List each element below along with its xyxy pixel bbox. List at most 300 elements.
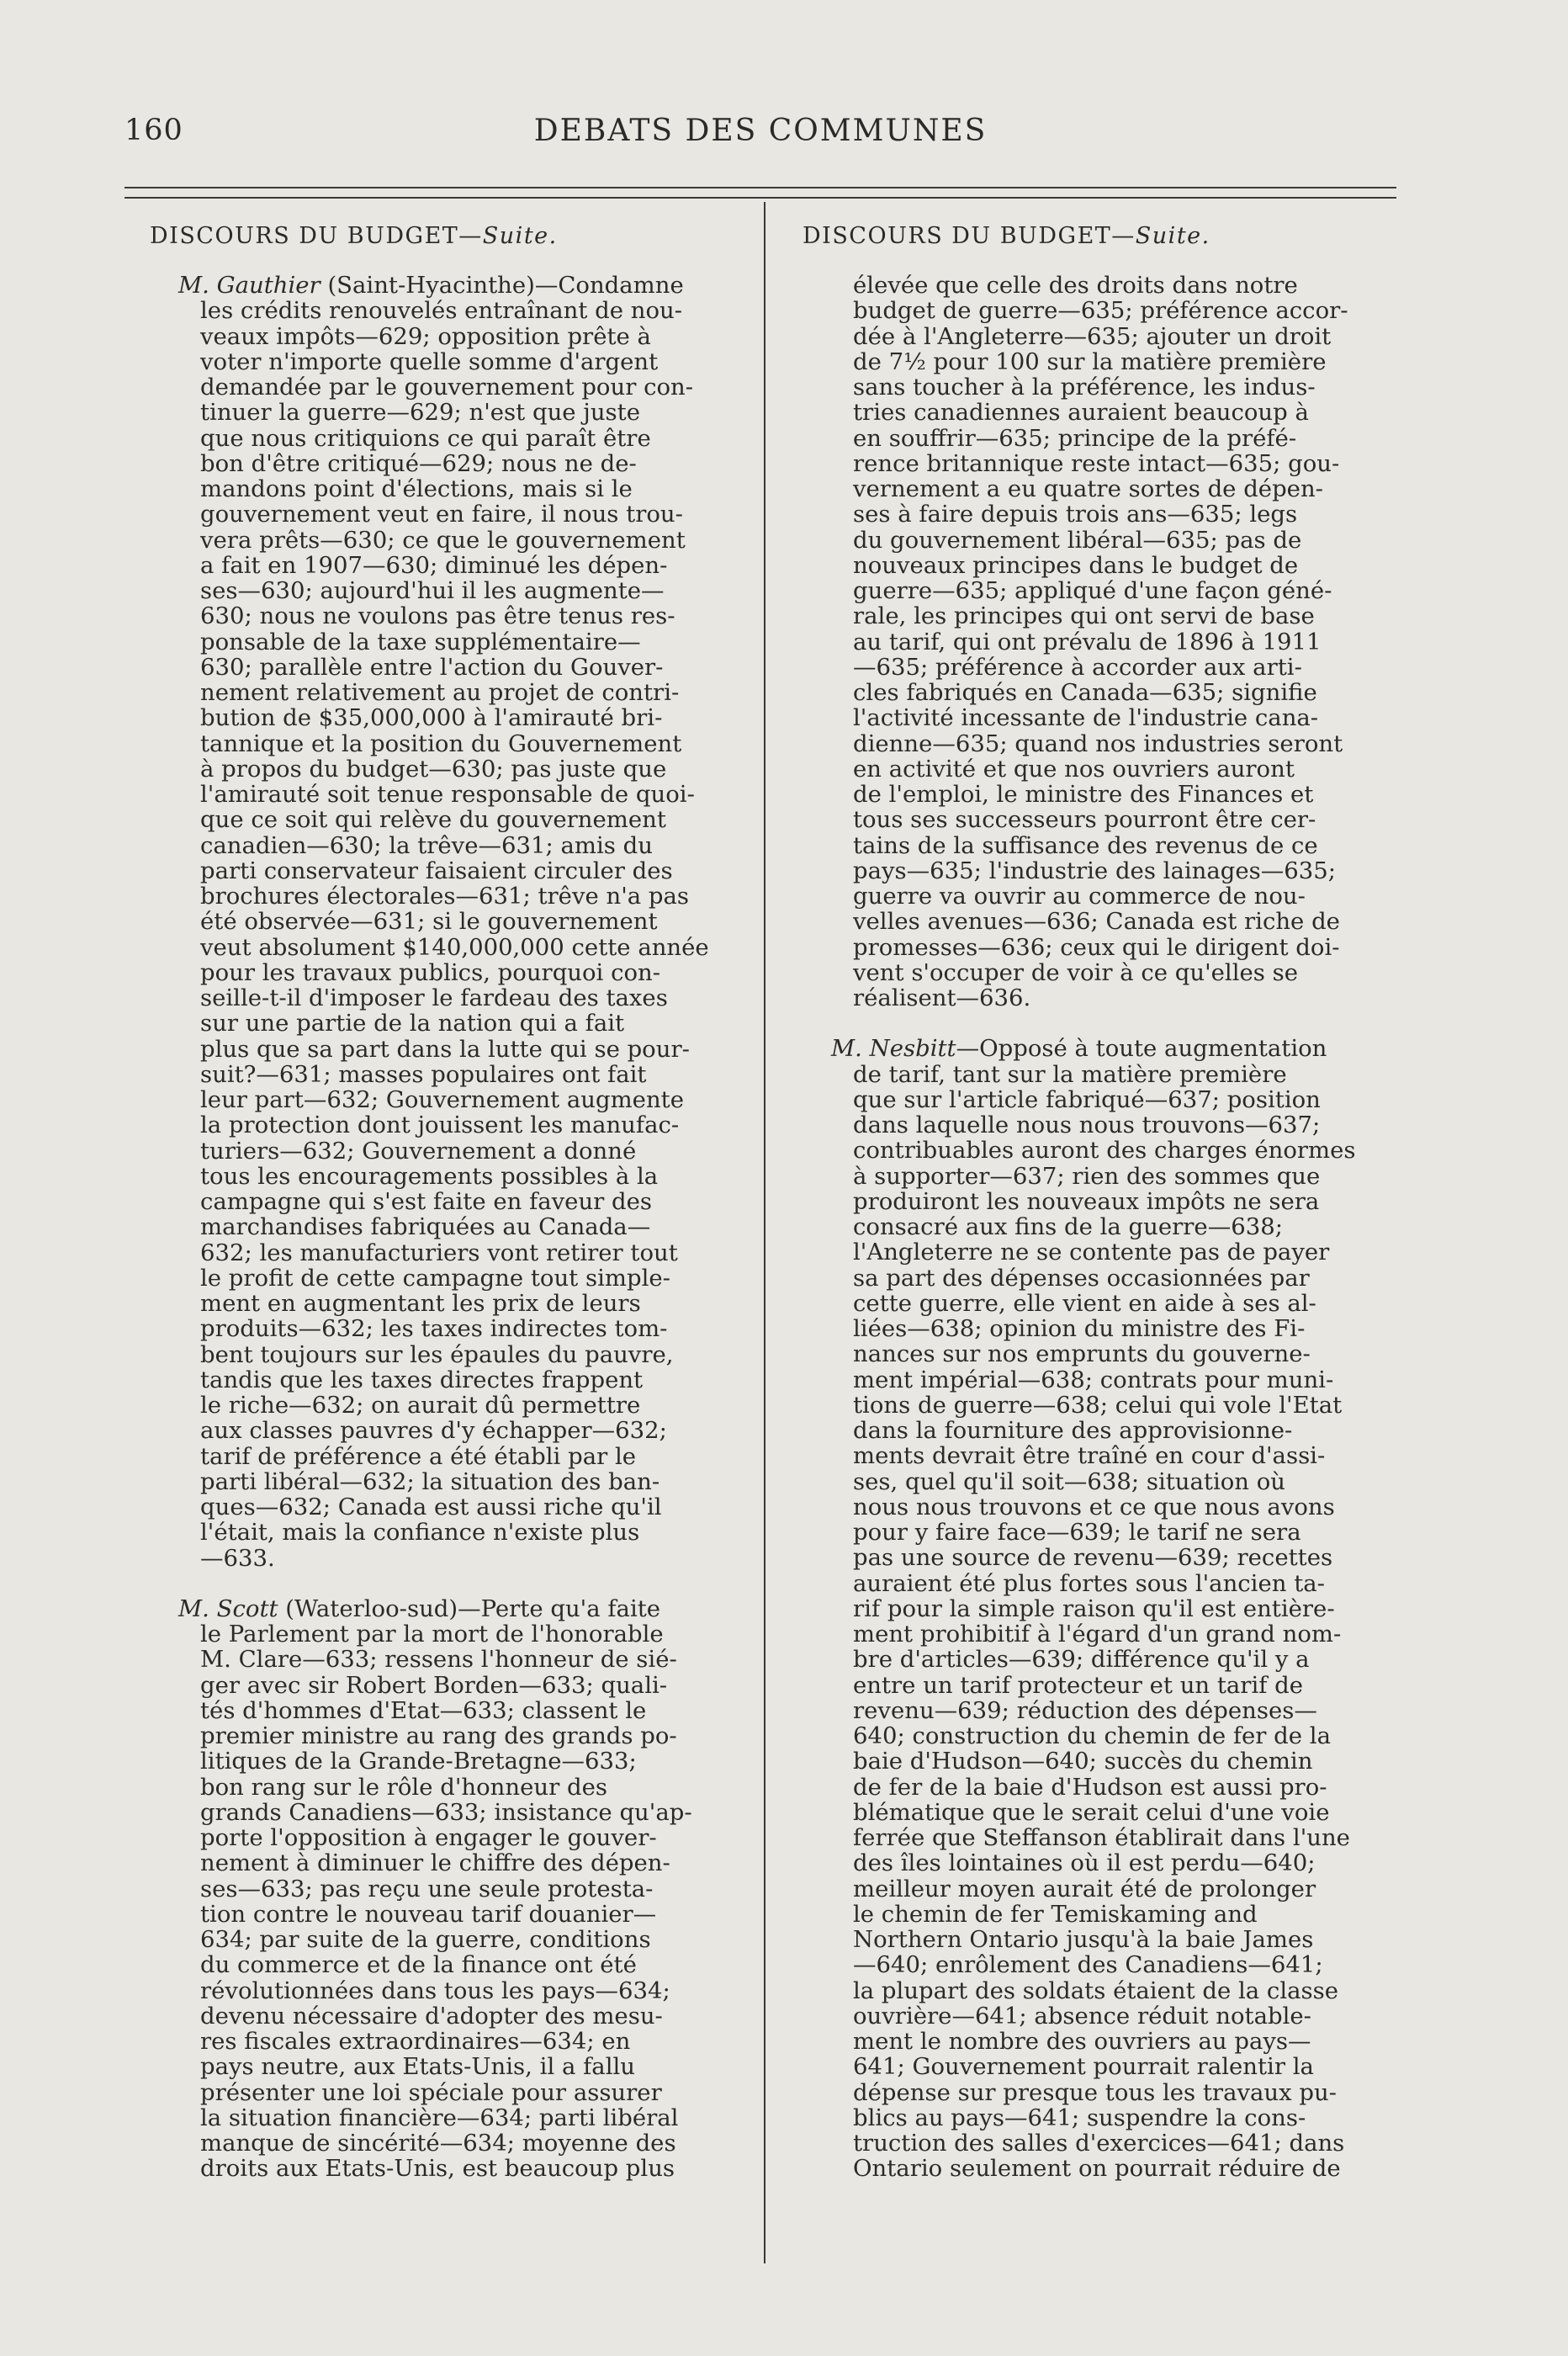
text-line bbox=[801, 1902, 1381, 1927]
line-text: ses—633; pas reçu une seule protesta- bbox=[200, 1875, 654, 1902]
line-text: leur part—632; Gouvernement augmente bbox=[200, 1086, 684, 1113]
line-text: dienne—635; quand nos industries seront bbox=[853, 730, 1343, 757]
text-line bbox=[148, 426, 728, 451]
line-text: à propos du budget—630; pas juste que bbox=[200, 755, 667, 783]
line-text: produiront les nouveaux impôts ne sera bbox=[853, 1187, 1320, 1215]
page-title: DEBATS DES COMMUNES bbox=[533, 114, 988, 148]
line-text: la situation financière—634; parti libéral bbox=[200, 2104, 679, 2131]
text-line bbox=[148, 1723, 728, 1748]
line-text: —635; préférence à accorder aux arti- bbox=[853, 653, 1302, 681]
line-text: 632; les manufacturiers vont retirer tout bbox=[200, 1239, 678, 1266]
text-line bbox=[801, 858, 1381, 884]
line-text: nouveaux principes dans le budget de bbox=[853, 551, 1299, 579]
text-line bbox=[148, 501, 728, 527]
speech-entry bbox=[148, 273, 728, 1571]
line-text: bon rang sur le rôle d'honneur des bbox=[200, 1773, 607, 1801]
line-text: bution de $35,000,000 à l'amirauté bri- bbox=[200, 704, 663, 732]
text-line bbox=[801, 1239, 1381, 1265]
text-line bbox=[801, 985, 1381, 1011]
text-line bbox=[801, 680, 1381, 705]
line-text: tion contre le nouveau tarif douanier— bbox=[200, 1900, 657, 1928]
text-line bbox=[801, 426, 1381, 451]
text-line bbox=[148, 1138, 728, 1164]
line-text: l'activité incessante de l'industrie cana- bbox=[853, 704, 1319, 732]
line-text: tés d'hommes d'Etat—633; classent le bbox=[200, 1696, 647, 1724]
line-text: tinuer la guerre—629; n'est que juste bbox=[200, 399, 640, 427]
text-line bbox=[801, 1494, 1381, 1520]
text-line bbox=[148, 1011, 728, 1036]
header-rule-top bbox=[124, 187, 1396, 188]
text-line bbox=[801, 1673, 1381, 1698]
line-text: du commerce et de la finance ont été bbox=[200, 1951, 637, 1979]
text-line bbox=[801, 324, 1381, 349]
line-text: marchandises fabriquées au Canada— bbox=[200, 1213, 651, 1241]
line-text: ment le nombre des ouvriers au pays— bbox=[853, 2028, 1311, 2055]
text-line bbox=[801, 756, 1381, 782]
text-line bbox=[148, 349, 728, 374]
line-text: budget de guerre—635; préférence accor- bbox=[853, 297, 1348, 325]
speech-entry bbox=[801, 1036, 1381, 2181]
line-text: parti libéral—632; la situation des ban- bbox=[200, 1467, 660, 1495]
line-text: présenter une loi spéciale pour assurer bbox=[200, 2078, 662, 2106]
text-line bbox=[148, 1927, 728, 1952]
line-text: ses—630; aujourd'hui il les augmente— bbox=[200, 577, 665, 604]
text-line bbox=[801, 909, 1381, 934]
text-line bbox=[148, 1494, 728, 1520]
text-line bbox=[801, 2105, 1381, 2130]
line-text: le riche—632; on aurait dû permettre bbox=[200, 1392, 641, 1419]
text-line bbox=[148, 1596, 728, 1621]
line-text: rif pour la simple raison qu'il est entière- bbox=[853, 1595, 1335, 1622]
text-line bbox=[801, 1291, 1381, 1316]
text-line bbox=[148, 1876, 728, 1902]
text-line bbox=[148, 476, 728, 501]
section-title-right bbox=[803, 223, 1381, 249]
text-line bbox=[148, 629, 728, 655]
line-text: suit?—631; masses populaires ont fait bbox=[200, 1060, 647, 1088]
line-text: 640; construction du chemin de fer de la bbox=[853, 1722, 1331, 1749]
line-text: vent s'occuper de voir à ce qu'elles se bbox=[853, 958, 1299, 986]
line-text: bon d'être critiqué—629; nous ne de- bbox=[200, 449, 637, 477]
left-column bbox=[148, 223, 728, 2207]
right-entries bbox=[801, 273, 1381, 2182]
text-line bbox=[801, 833, 1381, 858]
text-line bbox=[801, 629, 1381, 655]
text-line bbox=[801, 1800, 1381, 1825]
text-line bbox=[148, 833, 728, 858]
line-text: droits aux Etats-Unis, est beaucoup plus bbox=[200, 2155, 675, 2183]
text-line bbox=[801, 960, 1381, 985]
text-line bbox=[801, 807, 1381, 832]
text-line bbox=[801, 1723, 1381, 1748]
text-line bbox=[148, 1087, 728, 1112]
line-text: pour y faire face—639; le tarif ne sera bbox=[853, 1519, 1301, 1546]
text-line bbox=[148, 680, 728, 705]
speaker-name: M. Nesbitt bbox=[831, 1035, 956, 1063]
page-number: 160 bbox=[124, 114, 183, 147]
line-text: rence britannique reste intact—635; gou- bbox=[853, 449, 1340, 477]
line-text: ses à faire depuis trois ans—635; legs bbox=[853, 501, 1298, 528]
line-text: ferrée que Steffanson établirait dans l'une bbox=[853, 1824, 1350, 1851]
line-text: guerre—635; appliqué d'une façon géné- bbox=[853, 577, 1332, 604]
line-text: que sur l'article fabriqué—637; position bbox=[853, 1085, 1321, 1113]
line-text: dans laquelle nous nous trouvons—637; bbox=[853, 1112, 1321, 1138]
line-text: nement à diminuer le chiffre des dépen- bbox=[200, 1849, 670, 1877]
line-text: été observée—631; si le gouvernement bbox=[200, 908, 658, 936]
line-text: veut absolument $140,000,000 cette année bbox=[200, 933, 709, 961]
line-text: nous nous trouvons et ce que nous avons bbox=[853, 1493, 1335, 1520]
line-text: demandée par le gouvernement pour con- bbox=[200, 374, 694, 401]
text-line bbox=[148, 1825, 728, 1850]
text-line bbox=[148, 2029, 728, 2054]
speaker-name: M. Scott bbox=[178, 1595, 278, 1622]
line-text: le chemin de fer Temiskaming and bbox=[853, 1900, 1258, 1928]
line-text: turiers—632; Gouvernement a donné bbox=[200, 1137, 637, 1165]
line-text: cles fabriqués en Canada—635; signifie bbox=[853, 679, 1317, 706]
text-line bbox=[801, 1266, 1381, 1291]
text-line bbox=[148, 578, 728, 603]
line-text: veaux impôts—629; opposition prête à bbox=[200, 322, 651, 350]
line-text: parti conservateur faisaient circuler des bbox=[200, 857, 673, 884]
text-line bbox=[801, 553, 1381, 578]
text-line bbox=[148, 1621, 728, 1647]
text-line bbox=[148, 655, 728, 680]
text-line bbox=[148, 756, 728, 782]
line-text: premier ministre au rang des grands po- bbox=[200, 1722, 677, 1749]
text-line bbox=[801, 1036, 1381, 1061]
page-header bbox=[124, 114, 1396, 156]
text-line bbox=[801, 501, 1381, 527]
text-line bbox=[801, 1418, 1381, 1443]
text-line bbox=[801, 1341, 1381, 1366]
line-text: le profit de cette campagne tout simple- bbox=[200, 1264, 670, 1292]
line-text: produits—632; les taxes indirectes tom- bbox=[200, 1315, 668, 1343]
line-text: brochures électorales—631; trêve n'a pas bbox=[200, 883, 690, 910]
text-line bbox=[148, 1342, 728, 1367]
line-text: devenu nécessaire d'adopter des mesu- bbox=[200, 2002, 663, 2030]
text-line bbox=[148, 1546, 728, 1571]
text-line bbox=[801, 1876, 1381, 1902]
text-line bbox=[148, 1748, 728, 1774]
text-line bbox=[801, 2156, 1381, 2181]
text-line bbox=[148, 1189, 728, 1214]
line-text: dépense sur presque tous les travaux pu- bbox=[853, 2078, 1337, 2106]
text-line bbox=[801, 782, 1381, 807]
text-line bbox=[148, 782, 728, 807]
line-text: ment prohibitif à l'égard d'un grand nom- bbox=[853, 1621, 1342, 1648]
section-title-suffix: Suite. bbox=[482, 223, 558, 249]
text-line bbox=[148, 528, 728, 553]
line-text: révolutionnées dans tous les pays—634; bbox=[200, 1977, 670, 2004]
line-text: Northern Ontario jusqu'à la baie James bbox=[853, 1926, 1314, 1953]
text-line bbox=[148, 909, 728, 934]
text-line bbox=[148, 2054, 728, 2079]
right-column bbox=[801, 223, 1381, 2207]
line-text: truction des salles d'exercices—641; dans bbox=[853, 2130, 1345, 2157]
text-line bbox=[148, 985, 728, 1011]
line-text: de fer de la baie d'Hudson est aussi pro- bbox=[853, 1773, 1327, 1801]
text-line bbox=[148, 1978, 728, 2003]
line-text: dée à l'Angleterre—635; ajouter un droit bbox=[853, 322, 1332, 350]
text-line bbox=[148, 1469, 728, 1494]
line-text: cette guerre, elle vient en aide à ses al- bbox=[853, 1289, 1316, 1317]
line-text: ment impérial—638; contrats pour muni- bbox=[853, 1366, 1334, 1393]
speech-entry bbox=[801, 273, 1381, 1011]
text-line bbox=[148, 400, 728, 425]
text-line bbox=[801, 2130, 1381, 2156]
line-text: sur une partie de la nation qui a fait bbox=[200, 1010, 625, 1037]
line-text: des îles lointaines où il est perdu—640; bbox=[853, 1849, 1316, 1877]
line-text: tandis que les taxes directes frappent bbox=[200, 1366, 644, 1393]
text-line bbox=[148, 1444, 728, 1469]
line-text: réalisent—636. bbox=[853, 984, 1031, 1011]
text-line bbox=[148, 935, 728, 960]
text-line bbox=[801, 1775, 1381, 1800]
text-line bbox=[801, 1520, 1381, 1545]
text-line bbox=[148, 1240, 728, 1266]
line-text: plus que sa part dans la lutte qui se pour- bbox=[200, 1035, 690, 1063]
text-line bbox=[148, 1214, 728, 1239]
text-line bbox=[801, 1748, 1381, 1774]
text-line bbox=[148, 884, 728, 909]
line-text: mandons point d'élections, mais si le bbox=[200, 475, 633, 502]
text-line bbox=[801, 1393, 1381, 1418]
text-line bbox=[148, 1062, 728, 1087]
text-line bbox=[801, 1138, 1381, 1163]
line-text: de 7½ pour 100 sur la matière première bbox=[853, 348, 1327, 375]
line-text: res fiscales extraordinaires—634; en bbox=[200, 2028, 631, 2055]
line-text: —633. bbox=[200, 1544, 275, 1572]
text-line bbox=[801, 1367, 1381, 1393]
text-line bbox=[801, 731, 1381, 756]
text-line bbox=[801, 1316, 1381, 1341]
line-text: blics au pays—641; suspendre la cons- bbox=[853, 2104, 1306, 2131]
text-line bbox=[148, 374, 728, 400]
text-line bbox=[801, 1647, 1381, 1672]
text-line bbox=[801, 884, 1381, 909]
line-text: nances sur nos emprunts du gouverne- bbox=[853, 1340, 1311, 1368]
line-text: M. Clare—633; ressens l'honneur de sié- bbox=[200, 1646, 677, 1674]
column-divider bbox=[764, 202, 765, 2263]
text-line bbox=[801, 1571, 1381, 1596]
line-text: bre d'articles—639; différence qu'il y a bbox=[853, 1646, 1310, 1674]
line-text: litiques de la Grande-Bretagne—633; bbox=[200, 1748, 637, 1775]
text-line bbox=[801, 1545, 1381, 1570]
line-text: ses, quel qu'il soit—638; situation où bbox=[853, 1467, 1286, 1495]
line-text: porte l'opposition à engager le gouver- bbox=[200, 1824, 657, 1851]
line-text: ouvrière—641; absence réduit notable- bbox=[853, 2002, 1311, 2030]
line-text: 630; nous ne voulons pas être tenus res- bbox=[200, 602, 675, 630]
text-line bbox=[148, 1952, 728, 1977]
line-text: que ce soit qui relève du gouvernement bbox=[200, 806, 666, 834]
line-text: ment en augmentant les prix de leurs bbox=[200, 1290, 641, 1317]
line-text: pays neutre, aux Etats-Unis, il a fallu bbox=[200, 2053, 635, 2081]
line-text: à supporter—637; rien des sommes que bbox=[853, 1162, 1321, 1190]
line-text: tous les encouragements possibles à la bbox=[200, 1162, 659, 1190]
text-line bbox=[801, 528, 1381, 553]
header-rule-bottom bbox=[124, 197, 1396, 199]
line-text: en souffrir—635; principe de la préfé- bbox=[853, 424, 1297, 452]
line-text: canadien—630; la trêve—631; amis du bbox=[200, 831, 653, 859]
line-text: élevée que celle des droits dans notre bbox=[853, 272, 1298, 299]
text-line bbox=[148, 858, 728, 884]
line-text: liées—638; opinion du ministre des Fi- bbox=[853, 1315, 1306, 1342]
line-text: vernement a eu quatre sortes de dépen- bbox=[853, 475, 1323, 502]
line-text: les crédits renouvelés entraînant de nou- bbox=[200, 297, 683, 325]
line-text: vera prêts—630; ce que le gouvernement bbox=[200, 526, 686, 554]
text-line bbox=[801, 298, 1381, 323]
text-line bbox=[148, 1367, 728, 1393]
text-line bbox=[148, 1902, 728, 1927]
text-line bbox=[801, 400, 1381, 425]
text-line bbox=[801, 1927, 1381, 1952]
text-line bbox=[148, 1112, 728, 1138]
line-text: rale, les principes qui ont servi de base bbox=[853, 602, 1315, 630]
line-text: ments devrait être traîné en cour d'assi- bbox=[853, 1442, 1326, 1470]
line-text: —Opposé à toute augmentation bbox=[956, 1035, 1327, 1063]
text-line bbox=[801, 1952, 1381, 1977]
line-text: ger avec sir Robert Borden—633; quali- bbox=[200, 1671, 668, 1699]
line-text: entre un tarif protecteur et un tarif de bbox=[853, 1671, 1304, 1699]
text-line bbox=[801, 655, 1381, 680]
text-line bbox=[148, 1850, 728, 1876]
line-text: dans la fourniture des approvisionne- bbox=[853, 1417, 1293, 1444]
line-text: voter n'importe quelle somme d'argent bbox=[200, 348, 659, 375]
text-line bbox=[801, 1469, 1381, 1494]
text-line bbox=[148, 2080, 728, 2105]
line-text: tarif de préférence a été établi par le bbox=[200, 1442, 637, 1470]
line-text: ponsable de la taxe supplémentaire— bbox=[200, 628, 641, 655]
text-line bbox=[148, 1520, 728, 1545]
line-text: velles avenues—636; Canada est riche de bbox=[853, 908, 1340, 936]
text-line bbox=[148, 553, 728, 578]
line-text: tous ses successeurs pourront être cer- bbox=[853, 806, 1316, 834]
line-text: (Waterloo-sud)—Perte qu'a faite bbox=[278, 1595, 661, 1622]
line-text: de l'emploi, le ministre des Finances et bbox=[853, 781, 1314, 808]
line-text: auraient été plus fortes sous l'ancien ta- bbox=[853, 1569, 1325, 1597]
line-text: tries canadiennes auraient beaucoup à bbox=[853, 399, 1309, 427]
line-text: en activité et que nos ouvriers auront bbox=[853, 755, 1295, 783]
line-text: promesses—636; ceux qui le dirigent doi- bbox=[853, 933, 1340, 961]
line-text: (Saint-Hyacinthe)—Condamne bbox=[320, 272, 684, 299]
text-line bbox=[148, 1800, 728, 1825]
text-line bbox=[801, 1698, 1381, 1723]
line-text: contribuables auront des charges énormes bbox=[853, 1137, 1356, 1165]
speaker-name: M. Gauthier bbox=[178, 272, 320, 299]
line-text: a fait en 1907—630; diminué les dépen- bbox=[200, 551, 668, 579]
text-line bbox=[148, 1673, 728, 1698]
line-text: tannique et la position du Gouvernement bbox=[200, 730, 682, 757]
text-line bbox=[801, 578, 1381, 603]
line-text: l'était, mais la confiance n'existe plus bbox=[200, 1519, 640, 1547]
text-line bbox=[801, 374, 1381, 400]
text-line bbox=[148, 273, 728, 298]
line-text: Ontario seulement on pourrait réduire de bbox=[853, 2155, 1341, 2183]
line-text: l'amirauté soit tenue responsable de quoi- bbox=[200, 781, 695, 808]
line-text: pour les travaux publics, pourquoi con- bbox=[200, 958, 661, 986]
line-text: tains de la suffisance des revenus de ce bbox=[853, 831, 1318, 859]
line-text: baie d'Hudson—640; succès du chemin bbox=[853, 1748, 1313, 1775]
line-text: gouvernement veut en faire, il nous trou- bbox=[200, 501, 683, 528]
text-line bbox=[801, 2080, 1381, 2105]
text-line bbox=[801, 935, 1381, 960]
text-line bbox=[148, 705, 728, 730]
text-line bbox=[148, 960, 728, 985]
text-line bbox=[148, 1266, 728, 1291]
text-line bbox=[801, 476, 1381, 501]
line-text: grands Canadiens—633; insistance qu'ap- bbox=[200, 1798, 692, 1826]
section-title-text: DISCOURS DU BUDGET— bbox=[803, 223, 1136, 249]
line-text: 641; Gouvernement pourrait ralentir la bbox=[853, 2053, 1314, 2081]
line-text: tions de guerre—638; celui qui vole l'Etat bbox=[853, 1391, 1343, 1419]
text-line bbox=[148, 1647, 728, 1672]
text-line bbox=[801, 1164, 1381, 1189]
text-line bbox=[801, 1087, 1381, 1112]
line-text: sans toucher à la préférence, les indus- bbox=[853, 374, 1316, 401]
line-text: la protection dont jouissent les manufac- bbox=[200, 1112, 680, 1139]
text-line bbox=[801, 1621, 1381, 1647]
line-text: pas une source de revenu—639; recettes bbox=[853, 1544, 1333, 1572]
text-line bbox=[801, 1850, 1381, 1876]
line-text: de tarif, tant sur la matière première bbox=[853, 1060, 1287, 1088]
line-text: manque de sincérité—634; moyenne des bbox=[200, 2130, 676, 2157]
text-line bbox=[801, 705, 1381, 730]
line-text: meilleur moyen aurait été de prolonger bbox=[853, 1875, 1316, 1902]
section-title-left bbox=[150, 223, 728, 249]
text-line bbox=[801, 451, 1381, 476]
line-text: sa part des dépenses occasionnées par bbox=[853, 1264, 1310, 1292]
text-line bbox=[801, 1596, 1381, 1621]
speech-entry bbox=[148, 1596, 728, 2182]
text-line bbox=[801, 603, 1381, 629]
text-line bbox=[148, 2156, 728, 2181]
line-text: du gouvernement libéral—635; pas de bbox=[853, 526, 1302, 554]
section-title-text: DISCOURS DU BUDGET— bbox=[150, 223, 483, 249]
text-line bbox=[801, 1978, 1381, 2003]
line-text: campagne qui s'est faite en faveur des bbox=[200, 1188, 653, 1215]
text-line bbox=[148, 298, 728, 323]
text-line bbox=[148, 2130, 728, 2156]
text-line bbox=[801, 349, 1381, 374]
line-text: consacré aux fins de la guerre—638; bbox=[853, 1213, 1283, 1240]
text-line bbox=[801, 1189, 1381, 1214]
text-line bbox=[148, 1393, 728, 1418]
line-text: pays—635; l'industrie des lainages—635; bbox=[853, 857, 1337, 884]
text-line bbox=[801, 2003, 1381, 2029]
text-line bbox=[148, 731, 728, 756]
line-text: l'Angleterre ne se contente pas de payer bbox=[853, 1239, 1330, 1266]
text-line bbox=[148, 603, 728, 629]
line-text: bent toujours sur les épaules du pauvre, bbox=[200, 1340, 674, 1368]
left-entries bbox=[148, 273, 728, 2182]
text-line bbox=[801, 273, 1381, 298]
line-text: —640; enrôlement des Canadiens—641; bbox=[853, 1951, 1323, 1979]
line-text: la plupart des soldats étaient de la classe bbox=[853, 1977, 1339, 2004]
text-line bbox=[801, 2054, 1381, 2079]
text-line bbox=[148, 451, 728, 476]
line-text: guerre va ouvrir au commerce de nou- bbox=[853, 883, 1306, 910]
line-text: le Parlement par la mort de l'honorable bbox=[200, 1621, 664, 1648]
text-line bbox=[148, 2003, 728, 2029]
text-line bbox=[148, 807, 728, 832]
text-line bbox=[801, 1112, 1381, 1138]
line-text: 630; parallèle entre l'action du Gouver- bbox=[200, 653, 664, 681]
line-text: revenu—639; réduction des dépenses— bbox=[853, 1696, 1317, 1724]
text-line bbox=[148, 1775, 728, 1800]
text-line bbox=[801, 2029, 1381, 2054]
text-line bbox=[148, 2105, 728, 2130]
line-text: blématique que le serait celui d'une voie bbox=[853, 1798, 1330, 1826]
